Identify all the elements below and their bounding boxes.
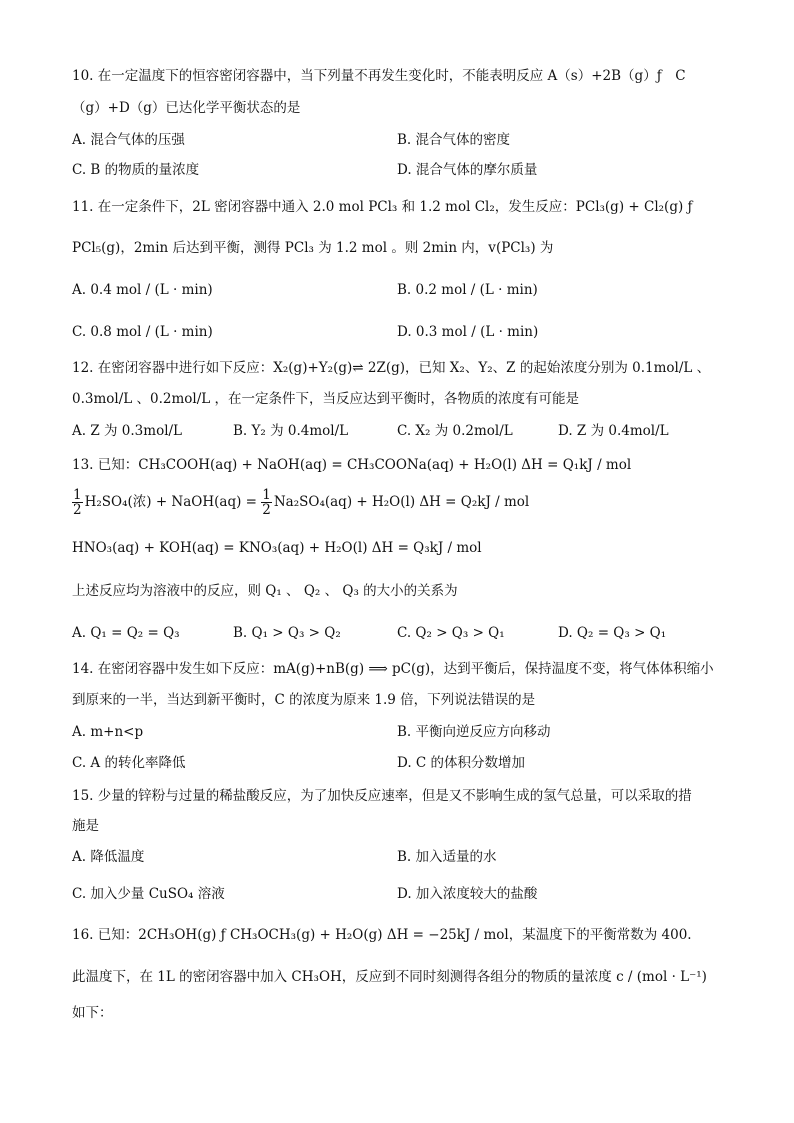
q16-stem-line2: 此温度下，在 1L 的密闭容器中加入 CH₃OH，反应到不同时刻测得各组分的物质的量浓度 c / (mol · L⁻¹) (72, 969, 707, 985)
q10-stem-line2: （g）+D（g）已达化学平衡状态的是 (72, 100, 301, 116)
q16-stem-line1: 16. 已知：2CH₃OH(g) ƒ CH₃OCH₃(g) + H₂O(g) ΔH = −25kJ / mol，某温度下的平衡常数为 400. (72, 927, 692, 943)
q12-option-c: C. X₂ 为 0.2mol/L (397, 423, 513, 439)
q11-option-a: A. 0.4 mol / (L · min) (72, 282, 213, 298)
q13-option-c: C. Q₂ > Q₃ > Q₁ (397, 625, 505, 641)
q13-equation-3: HNO₃(aq) + KOH(aq) = KNO₃(aq) + H₂O(l) ΔH = Q₃kJ / mol (72, 540, 482, 556)
q14-option-b: B. 平衡向逆反应方向移动 (397, 724, 551, 740)
q15-option-c: C. 加入少量 CuSO₄ 溶液 (72, 886, 225, 902)
q12-stem-line1: 12. 在密闭容器中进行如下反应：X₂(g)+Y₂(g)⇌ 2Z(g)，已知 X₂、Y₂、Z 的起始浓度分别为 0.1mol/L 、 (72, 360, 711, 376)
q15-option-d: D. 加入浓度较大的盐酸 (397, 886, 538, 902)
q13-equation-2: $\frac{1}{2}$ H₂SO₄(浓) + NaOH(aq) = $\frac{1}{2}$ Na₂SO₄(aq) + H₂O(l) ΔH = Q₂kJ / mol (73, 487, 530, 518)
q14-option-d: D. C 的体积分数增加 (397, 755, 526, 771)
q13-option-b: B. Q₁ > Q₃ > Q₂ (233, 625, 341, 641)
q10-option-c: C. B 的物质的量浓度 (72, 162, 200, 178)
q10-stem-line1: 10. 在一定温度下的恒容密闭容器中，当下列量不再发生变化时，不能表明反应 A（s）+2B（g）ƒ C (72, 68, 686, 84)
q14-stem-line1: 14. 在密闭容器中发生如下反应：mA(g)+nB(g) ⟹ pC(g)，达到平衡后，保持温度不变，将气体体积缩小 (72, 661, 714, 677)
q15-option-a: A. 降低温度 (72, 849, 145, 865)
q13-fraction-half-1: $\frac{1}{2}$ (73, 487, 82, 518)
q15-stem-line1: 15. 少量的锌粉与过量的稀盐酸反应，为了加快反应速率，但是又不影响生成的氢气总量，可以采取的措 (72, 788, 692, 804)
q15-option-b: B. 加入适量的水 (397, 849, 497, 865)
q13-option-a: A. Q₁ = Q₂ = Q₃ (72, 625, 180, 641)
q11-stem-line1: 11. 在一定条件下，2L 密闭容器中通入 2.0 mol PCl₃ 和 1.2 mol Cl₂，发生反应：PCl₃(g) + Cl₂(g) ƒ (72, 199, 693, 215)
q13-question: 上述反应均为溶液中的反应，则 Q₁ 、 Q₂ 、 Q₃ 的大小的关系为 (72, 583, 458, 599)
q10-option-b: B. 混合气体的密度 (397, 132, 511, 148)
q13-equation-1: 13. 已知：CH₃COOH(aq) + NaOH(aq) = CH₃COONa(aq) + H₂O(l) ΔH = Q₁kJ / mol (72, 457, 632, 473)
q12-option-a: A. Z 为 0.3mol/L (72, 423, 183, 439)
q14-option-c: C. A 的转化率降低 (72, 755, 186, 771)
q12-option-b: B. Y₂ 为 0.4mol/L (233, 423, 349, 439)
q11-option-c: C. 0.8 mol / (L · min) (72, 324, 213, 340)
q12-option-d: D. Z 为 0.4mol/L (558, 423, 669, 439)
q11-stem-line2: PCl₅(g)，2min 后达到平衡，测得 PCl₃ 为 1.2 mol 。则 2min 内，v(PCl₃) 为 (72, 240, 554, 256)
q11-option-b: B. 0.2 mol / (L · min) (397, 282, 538, 298)
q11-option-d: D. 0.3 mol / (L · min) (397, 324, 539, 340)
q13-fraction-half-2: $\frac{1}{2}$ (262, 487, 271, 518)
q10-option-d: D. 混合气体的摩尔质量 (397, 162, 538, 178)
q14-stem-line2: 到原来的一半，当达到新平衡时，C 的浓度为原来 1.9 倍，下列说法错误的是 (72, 692, 536, 708)
q15-stem-line2: 施是 (72, 818, 99, 834)
q10-option-a: A. 混合气体的压强 (72, 132, 185, 148)
q12-stem-line2: 0.3mol/L 、0.2mol/L ，在一定条件下，当反应达到平衡时，各物质的浓度有可能是 (72, 391, 580, 407)
q13-option-d: D. Q₂ = Q₃ > Q₁ (558, 625, 667, 641)
q16-stem-line3: 如下： (72, 1005, 113, 1021)
q14-option-a: A. m+n<p (72, 724, 144, 740)
